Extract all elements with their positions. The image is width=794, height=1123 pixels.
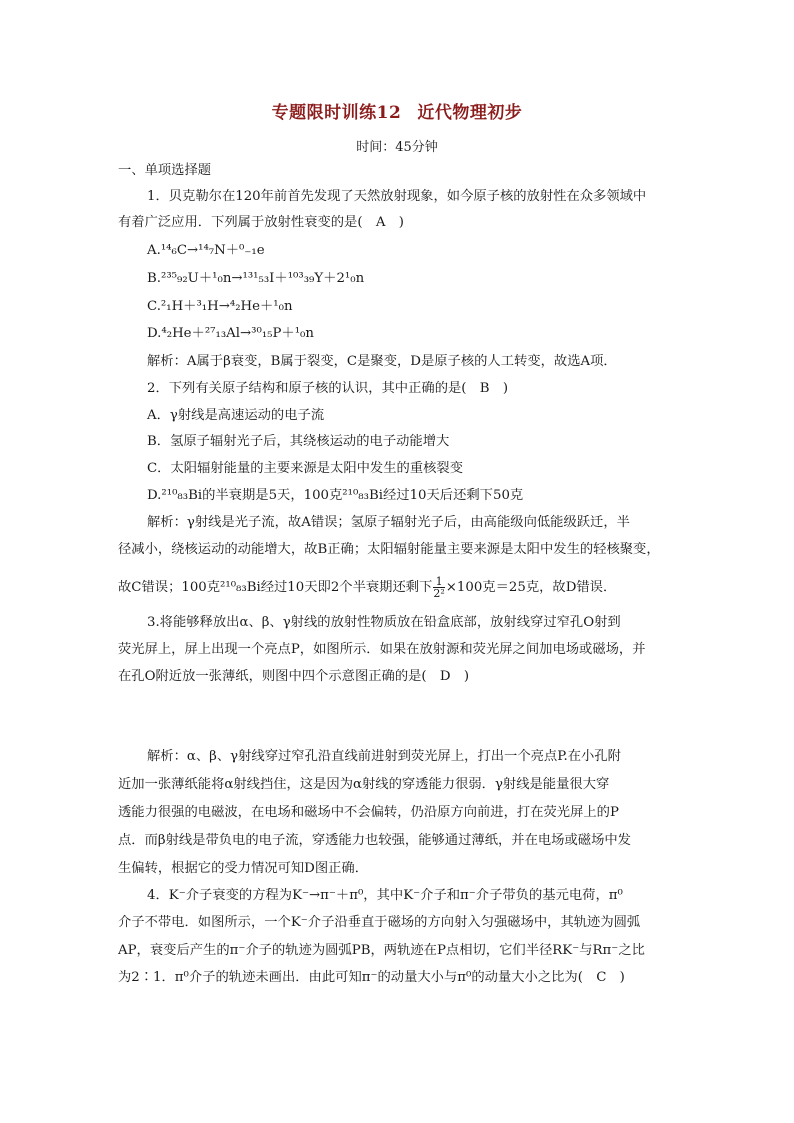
q4-stem-line1: 4．K⁻介子衰变的方程为K⁻→π⁻＋π⁰，其中K⁻介子和π⁻介子带负的基元电荷，π⁰ (147, 888, 623, 903)
q4-stem-line4: 为2∶1．π⁰介子的轨迹未画出．由此可知π⁻的动量大小与π⁰的动量大小之比为( C ) (118, 970, 625, 985)
q1-option-a: A.¹⁴₆C→¹⁴₇N＋⁰₋₁e (147, 243, 265, 258)
q2-analysis-line3-a: 故C错误；100克²¹⁰₈₃Bi经过10天即2个半衰期还剩下 (118, 580, 433, 595)
q3-analysis-line4: 点．而β射线是带负电的电子流，穿透能力也较强，能够通过薄纸，并在电场或磁场中发 (118, 833, 631, 848)
q3-stem-line2: 荧光屏上，屏上出现一个亮点P，如图所示．如果在放射源和荧光屏之间加电场或磁场，并 (118, 642, 646, 657)
time-limit: 时间：45分钟 (356, 140, 438, 155)
q3-analysis-line5: 生偏转，根据它的受力情况可知D图正确． (118, 861, 369, 876)
q2-option-c: C．太阳辐射能量的主要来源是太阳中发生的重核裂变 (147, 461, 464, 476)
q4-stem-line3: AP，衰变后产生的π⁻介子的轨迹为圆弧PB，两轨迹在P点相切，它们半径RK⁻与Rπ⁻之比 (118, 943, 645, 958)
q2-option-b: B．氢原子辐射光子后，其绕核运动的电子动能增大 (147, 434, 450, 449)
q1-stem-line1: 1．贝克勒尔在120年前首先发现了天然放射现象，如今原子核的放射性在众多领域中 (147, 189, 647, 204)
q1-stem-line2: 有着广泛应用．下列属于放射性衰变的是( A ) (118, 215, 404, 230)
title-sub: 近代物理初步 (417, 103, 523, 123)
title-main: 专题限时训练12 (271, 103, 402, 123)
q2-analysis-line1: 解析：γ射线是光子流，故A错误；氢原子辐射光子后，由高能级向低能级跃迁，半 (147, 515, 630, 530)
fraction-denominator: 2² (433, 587, 445, 600)
q2-stem: 2．下列有关原子结构和原子核的认识，其中正确的是( B ) (147, 381, 509, 396)
q1-analysis: 解析：A属于β衰变，B属于裂变，C是聚变，D是原子核的人工转变，故选A项． (147, 354, 617, 369)
fraction-numerator: 1 (433, 576, 444, 588)
section-heading: 一、单项选择题 (118, 163, 212, 178)
q1-option-b: B.²³⁵₉₂U＋¹₀n→¹³¹₅₃I＋¹⁰³₃₉Y＋2¹₀n (147, 271, 365, 286)
figure-placeholder (118, 690, 678, 740)
page-title (0, 98, 794, 123)
q2-analysis-line2: 径减小，绕核运动的动能增大，故B正确；太阳辐射能量主要来源是太阳中发生的轻核聚变， (118, 542, 660, 557)
q2-analysis-line3 (118, 576, 616, 599)
q2-option-a: A．γ射线是高速运动的电子流 (147, 408, 325, 423)
q3-analysis-line2: 近加一张薄纸能将α射线挡住，这是因为α射线的穿透能力很弱．γ射线是能量很大穿 (118, 777, 610, 792)
q2-analysis-line3-b: ×100克＝25克，故D错误． (445, 580, 617, 595)
q1-option-d: D.⁴₂He＋²⁷₁₃Al→³⁰₁₅P＋¹₀n (147, 326, 314, 341)
q4-stem-line2: 介子不带电．如图所示，一个K⁻介子沿垂直于磁场的方向射入匀强磁场中，其轨迹为圆弧 (118, 915, 641, 930)
q3-stem-line3: 在孔O附近放一张薄纸，则图中四个示意图正确的是( D ) (118, 669, 470, 684)
q3-analysis-line3: 透能力很强的电磁波，在电场和磁场中不会偏转，仍沿原方向前进，打在荧光屏上的P (118, 805, 619, 820)
q2-option-d: D.²¹⁰₈₃Bi的半衰期是5天，100克²¹⁰₈₃Bi经过10天后还剩下50克 (147, 488, 524, 503)
q3-analysis-line1: 解析：α、β、γ射线穿过窄孔沿直线前进射到荧光屏上，打出一个亮点P.在小孔附 (147, 749, 621, 764)
q3-stem-line1: 3.将能够释放出α、β、γ射线的放射性物质放在铅盒底部，放射线穿过窄孔O射到 (147, 615, 621, 630)
fraction (433, 576, 444, 599)
q1-option-c: C.²₁H＋³₁H→⁴₂He＋¹₀n (147, 299, 293, 314)
